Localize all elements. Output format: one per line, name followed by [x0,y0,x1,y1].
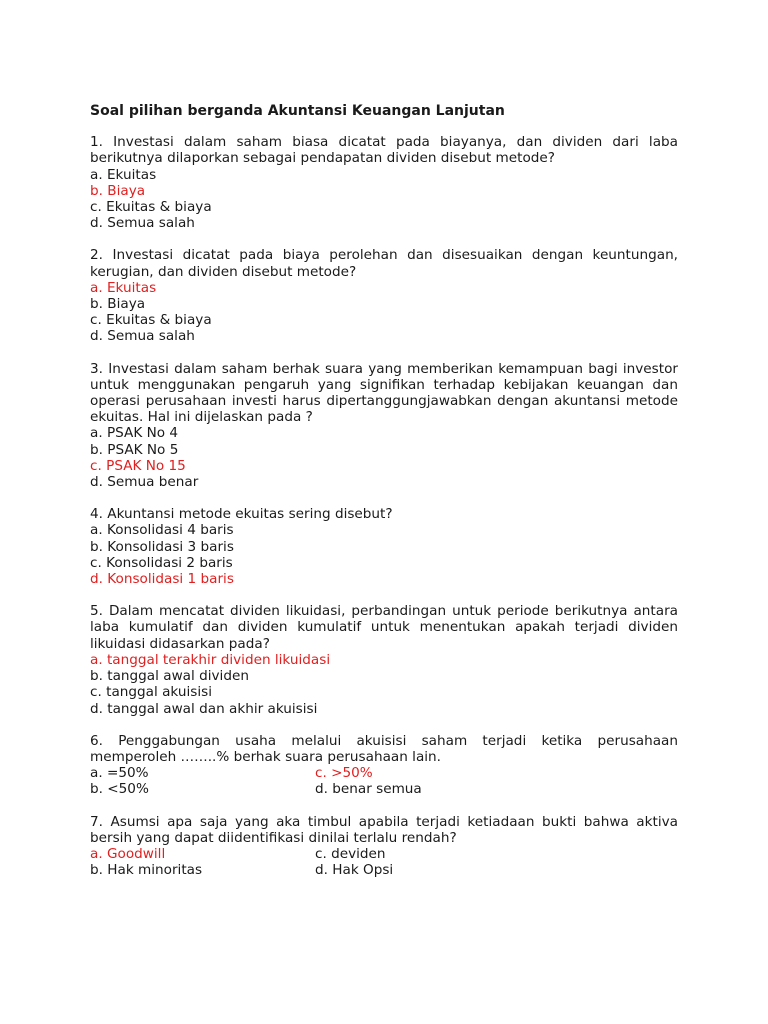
question-6 [90,733,678,798]
answer-option-correct: c. >50% [315,765,373,782]
answer-options [90,425,678,490]
question-4 [90,506,678,587]
answer-option: c. Konsolidasi 2 baris [90,554,233,571]
answer-options [90,167,678,232]
answer-option: d. tanggal awal dan akhir akuisisi [90,700,318,717]
answer-option: a. =50% [90,765,149,782]
answer-option: c. deviden [315,845,386,862]
question-3 [90,361,678,491]
answer-option-correct: b. Biaya [90,182,146,199]
question-text: 6. Penggabungan usaha melalui akuisisi saham terjadi ketika perusahaan memperoleh ……..% berhak suara perusahaan lain. [90,732,678,765]
answer-option-correct: a. Ekuitas [90,279,157,296]
question-1 [90,134,678,231]
answer-option: c. tanggal akuisisi [90,684,212,701]
answer-options [90,765,678,797]
answer-options [90,522,678,587]
question-text: 5. Dalam mencatat dividen likuidasi, perbandingan untuk periode berikutnya antara laba kumulatif dan dividen kumulatif untuk menentukan apakah terjadi dividen likuidasi didasarkan pada? [90,603,678,652]
answer-option: d. Semua salah [90,215,195,232]
answer-option: b. Biaya [90,296,146,313]
question-text: 3. Investasi dalam saham berhak suara yang memberikan kemampuan bagi investor untuk menggunakan pengaruh yang signifikan terhadap kebijakan keuangan dan operasi perusahaan investi harus dipertanggungjawabkan dengan akuntansi metode ekuitas. Hal ini dijelaskan pada ? [90,360,678,426]
question-5 [90,603,678,716]
answer-options [90,280,678,345]
answer-option: b. Konsolidasi 3 baris [90,538,234,555]
answer-option: b. <50% [90,781,149,798]
question-7 [90,814,678,879]
answer-option-correct: a. Goodwill [90,845,166,862]
answer-option: a. Konsolidasi 4 baris [90,522,234,539]
question-text: 4. Akuntansi metode ekuitas sering disebut? [90,506,393,523]
question-text: 1. Investasi dalam saham biasa dicatat pada biayanya, dan dividen dari laba berikutnya dilaporkan sebagai pendapatan dividen disebut metode? [90,134,678,167]
answer-option: d. benar semua [315,781,422,798]
answer-option: c. Ekuitas & biaya [90,199,212,216]
answer-option-correct: c. PSAK No 15 [90,457,186,474]
answer-option: a. PSAK No 4 [90,425,179,442]
answer-option: d. Semua salah [90,328,195,345]
question-text: 2. Investasi dicatat pada biaya perolehan dan disesuaikan dengan keuntungan, kerugian, dan dividen disebut metode? [90,247,678,280]
answer-option: b. PSAK No 5 [90,441,179,458]
answer-option: a. Ekuitas [90,166,157,183]
answer-option: b. tanggal awal dividen [90,668,249,685]
question-text: 7. Asumsi apa saja yang aka timbul apabila terjadi ketiadaan bukti bahwa aktiva bersih yang dapat diidentifikasi dinilai terlalu rendah? [90,813,678,846]
answer-options [90,846,678,878]
answer-options [90,652,678,717]
question-2 [90,247,678,344]
answer-option-correct: d. Konsolidasi 1 baris [90,571,234,588]
answer-option: d. Semua benar [90,474,199,491]
question-list [90,134,678,878]
answer-option: c. Ekuitas & biaya [90,312,212,329]
document-content [90,103,678,894]
answer-option: d. Hak Opsi [315,862,394,879]
answer-option: b. Hak minoritas [90,862,203,879]
document-title: Soal pilihan berganda Akuntansi Keuangan Lanjutan [90,103,505,119]
answer-option-correct: a. tanggal terakhir dividen likuidasi [90,651,331,668]
